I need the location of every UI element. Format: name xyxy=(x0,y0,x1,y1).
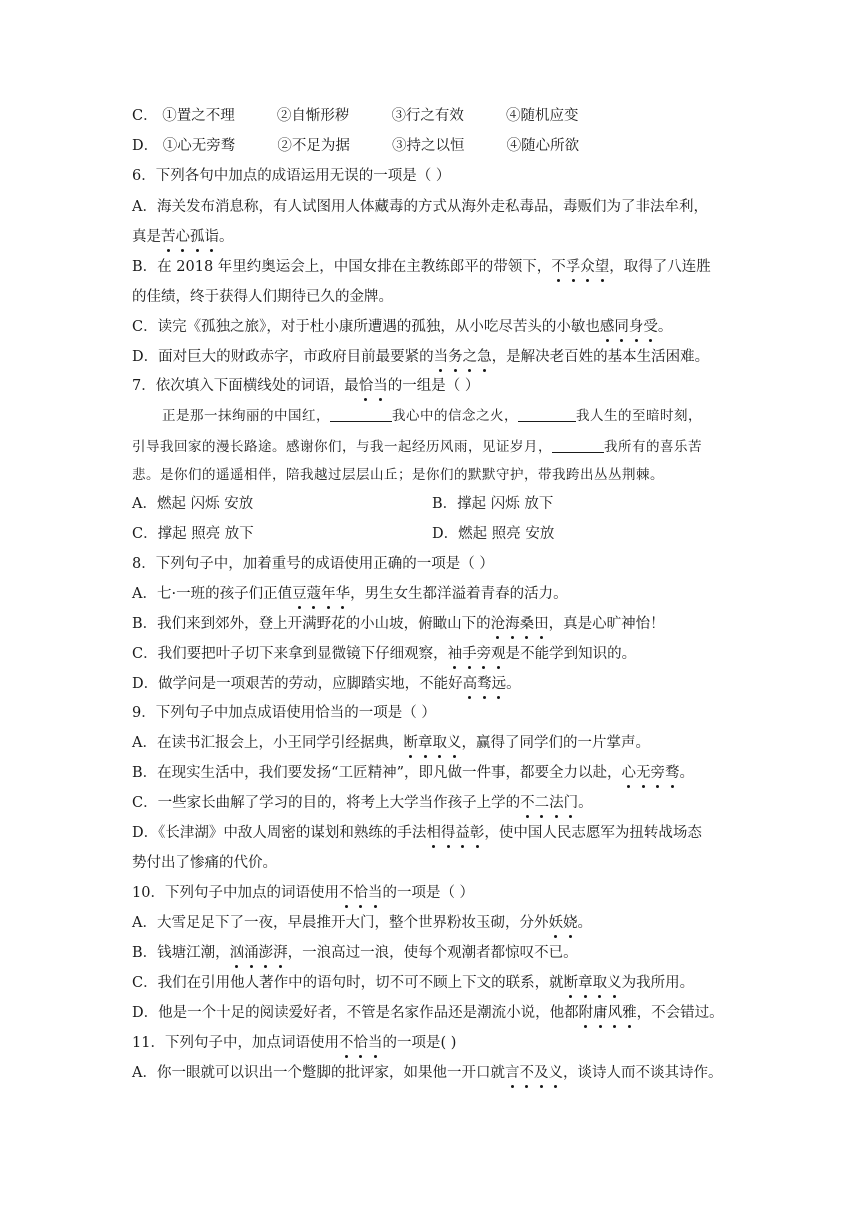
text: C．一些家长曲解了学习的目的，将考上大学当作孩子上学的 xyxy=(132,795,521,811)
emphasis-char: 豆 xyxy=(292,586,307,602)
emphasis-char: 手 xyxy=(462,646,477,662)
dotted-idiom xyxy=(292,586,350,602)
emphasis-char: 彰 xyxy=(469,825,485,841)
text: ，谈诗人而不谈其诗作。 xyxy=(562,1065,723,1081)
emphasis-char: 不 xyxy=(338,885,354,901)
emphasis-char: 澎 xyxy=(258,945,274,961)
emphasis-char: 风 xyxy=(607,1005,623,1021)
question-10-option-c xyxy=(132,973,760,993)
emphasis-char: 之 xyxy=(462,349,478,365)
dotted-idiom xyxy=(491,616,549,632)
emphasis-char: 得 xyxy=(440,825,456,841)
text: B．钱塘江潮， xyxy=(132,945,230,961)
text: ，一浪高过一浪，使每个观潮者都惊叹不已。 xyxy=(287,945,578,961)
emphasis-char: 恰 xyxy=(353,885,368,901)
emphasis-char: 附 xyxy=(578,1005,594,1021)
text: C．我们在引用他人著作中的语句时，切不可不顾上下文的联系，就 xyxy=(132,975,564,991)
option-item: ②不足为据 xyxy=(277,138,350,154)
dotted-idiom xyxy=(505,1065,563,1081)
text: ，不会错过。 xyxy=(636,1005,724,1021)
emphasis-char: 袖 xyxy=(447,646,463,662)
dotted-idiom xyxy=(161,229,219,245)
text: D．面对巨大的财政赤字，市政府目前最要紧的 xyxy=(132,349,434,365)
question-6-option-a-line1: A．海关发布消息称，有人试图用人体藏毒的方式从海外走私毒品，毒贩们为了非法牟利， xyxy=(132,199,708,215)
emphasis-char: 蔻 xyxy=(306,586,322,602)
question-8-option-a xyxy=(132,584,760,604)
emphasis-char: 沧 xyxy=(490,616,506,632)
text: A．大雪足足下了一夜，早晨推开大门，整个世界粉妆玉砌，分外 xyxy=(132,915,549,931)
text: 。 xyxy=(577,915,592,931)
emphasis-char: 益 xyxy=(455,825,470,841)
question-7-options-cd xyxy=(132,524,760,544)
dotted-idiom xyxy=(434,349,492,365)
option-b: B．撑起 闪烁 放下 xyxy=(432,496,554,512)
emphasis-char: 心 xyxy=(621,765,636,781)
text: 11．下列句子中，加点词语使用 xyxy=(132,1035,339,1051)
emphasis-char: 观 xyxy=(491,646,506,662)
text: B．在 2018 年里约奥运会上，中国女排在主教练郎平的带领下， xyxy=(132,259,552,275)
dotted-word xyxy=(339,1035,383,1051)
fill-blank xyxy=(552,438,604,453)
question-9-stem: 9．下列句子中加点成语使用恰当的一项是（ ） xyxy=(132,705,436,721)
text: 10．下列句子中加点的词语使用 xyxy=(132,885,339,901)
emphasis-char: 取 xyxy=(592,975,608,991)
option-item: ③行之有效 xyxy=(391,108,464,124)
option-letter: D． xyxy=(132,138,159,154)
prev-option-c xyxy=(132,106,760,126)
question-6-option-b-line1 xyxy=(132,257,760,277)
text: 7．依次填入下面横线处的词语，最 xyxy=(132,378,359,394)
question-8-option-b xyxy=(132,614,760,634)
question-8-stem: 8．下列句子中，加着重号的成语使用正确的一项是（ ） xyxy=(132,556,494,572)
question-10-option-b xyxy=(132,943,760,963)
question-6-option-a-line2 xyxy=(132,227,760,247)
emphasis-char: 言 xyxy=(504,1065,520,1081)
text: ，取得了八连胜 xyxy=(609,259,711,275)
text: 的一项是（ ） xyxy=(382,885,475,901)
text: 的一组是（ ） xyxy=(387,378,480,394)
dotted-idiom xyxy=(600,319,658,335)
question-11-stem xyxy=(132,1033,760,1053)
text: ，真是心旷神怡！ xyxy=(548,616,665,632)
question-11-option-a xyxy=(132,1063,760,1083)
text: 是不能学到知识的。 xyxy=(505,646,637,662)
text: 。 xyxy=(578,795,593,811)
emphasis-char: 及 xyxy=(533,1065,549,1081)
emphasis-char: 高 xyxy=(462,676,478,692)
emphasis-char: 望 xyxy=(594,259,610,275)
emphasis-char: 不 xyxy=(338,1035,354,1051)
dotted-idiom xyxy=(579,1005,637,1021)
option-letter: C． xyxy=(132,108,158,124)
question-9-option-d-line2: 势付出了惨痛的代价。 xyxy=(132,855,277,871)
emphasis-char: 骛 xyxy=(664,765,680,781)
question-9-option-d-line1 xyxy=(132,823,760,843)
dotted-idiom xyxy=(463,676,507,692)
emphasis-char: 恰 xyxy=(353,1035,368,1051)
question-6-option-b-line2: 的佳绩，终于获得人们期待已久的金牌。 xyxy=(132,289,393,305)
dotted-idiom xyxy=(448,646,506,662)
emphasis-char: 华 xyxy=(335,586,351,602)
emphasis-char: 涌 xyxy=(244,945,259,961)
option-item: ④随心所欲 xyxy=(506,138,580,154)
emphasis-char: 当 xyxy=(367,1035,383,1051)
emphasis-char: 海 xyxy=(505,616,520,632)
text: A．在读书汇报会上，小王同学引经据典， xyxy=(132,735,404,751)
dotted-idiom xyxy=(564,975,622,991)
emphasis-char: 身 xyxy=(628,319,644,335)
question-7-passage-line3: 悲。是你们的遥遥相伴，陪我越过层层山丘；是你们的默默守护，带我跨出丛丛荆棘。 xyxy=(132,467,664,483)
question-6-stem: 6．下列各句中加点的成语运用无误的一项是（ ） xyxy=(132,168,451,184)
option-item: ②自惭形秽 xyxy=(276,108,350,124)
option-item: ①心无旁骛 xyxy=(162,138,236,154)
option-d: D．燃起 照亮 安放 xyxy=(432,526,555,542)
question-7-passage-line1 xyxy=(162,406,760,426)
emphasis-char: 孤 xyxy=(190,229,205,245)
dotted-idiom xyxy=(551,259,609,275)
emphasis-char: 章 xyxy=(417,735,433,751)
text: 。 xyxy=(506,676,521,692)
emphasis-char: 不 xyxy=(520,795,535,811)
emphasis-char: 义 xyxy=(607,975,622,991)
question-7-stem xyxy=(132,376,760,396)
emphasis-char: 心 xyxy=(175,229,190,245)
question-9-option-c xyxy=(132,793,760,813)
emphasis-char: 苦 xyxy=(161,229,176,245)
text: B．我们来到郊外，登上开满野花的小山坡，俯瞰山下的 xyxy=(132,616,491,632)
emphasis-char: 急 xyxy=(477,349,492,365)
text: A．七·一班的孩子们正值 xyxy=(132,586,293,602)
emphasis-char: 感 xyxy=(599,319,615,335)
emphasis-char: 桑 xyxy=(519,616,535,632)
text: 为我所用。 xyxy=(621,975,695,991)
fill-blank xyxy=(330,407,392,422)
dotted-word xyxy=(359,378,388,394)
text: A．你一眼就可以识出一个蹩脚的批评家，如果他一开口就 xyxy=(132,1065,505,1081)
emphasis-char: 远 xyxy=(491,676,507,692)
emphasis-char: 娆 xyxy=(562,915,578,931)
emphasis-char: 当 xyxy=(373,378,388,394)
question-10-stem xyxy=(132,883,760,903)
emphasis-char: 妖 xyxy=(548,915,563,931)
text: 真是 xyxy=(132,229,161,245)
question-6-option-c xyxy=(132,317,760,337)
fill-blank xyxy=(518,407,576,422)
emphasis-char: 雅 xyxy=(622,1005,637,1021)
emphasis-char: 取 xyxy=(432,735,447,751)
question-8-option-c xyxy=(132,644,760,664)
question-7-passage-line2 xyxy=(132,437,760,457)
text: 引导我回家的漫长路途。感谢你们，与我一起经历风雨，见证岁月， xyxy=(132,439,552,455)
emphasis-char: 年 xyxy=(321,586,336,602)
text: B．在现实生活中，我们要发扬“工匠精神”，即凡做一件事，都要全力以赴， xyxy=(132,765,622,781)
option-item: ④随机应变 xyxy=(506,108,579,124)
text: ，使中国人民志愿军为扭转战场态 xyxy=(484,825,702,841)
emphasis-char: 同 xyxy=(614,319,629,335)
emphasis-char: 孚 xyxy=(565,259,581,275)
emphasis-char: 田 xyxy=(534,616,549,632)
emphasis-char: 相 xyxy=(426,825,441,841)
text: 我人生的至暗时刻， xyxy=(576,408,702,424)
emphasis-char: 二 xyxy=(534,795,550,811)
question-7-options-ab xyxy=(132,494,760,514)
dotted-idiom xyxy=(230,945,288,961)
dotted-idiom xyxy=(403,735,461,751)
text: D．他是一个十足的阅读爱好者，不管是名家作品还是潮流小说，他都 xyxy=(132,1005,579,1021)
emphasis-char: 务 xyxy=(448,349,463,365)
emphasis-char: 旁 xyxy=(476,646,492,662)
text: D．《长津湖》中敌人周密的谋划和熟练的手法 xyxy=(132,825,427,841)
question-8-option-d xyxy=(132,674,760,694)
emphasis-char: 义 xyxy=(548,1065,563,1081)
text: 我心中的信念之火， xyxy=(392,408,518,424)
text: 正是那一抹绚丽的中国红， xyxy=(162,408,330,424)
emphasis-char: 断 xyxy=(563,975,579,991)
question-10-option-a xyxy=(132,913,760,933)
text: C．读完《孤独之旅》，对于杜小康所遭遇的孤独，从小吃尽苦头的小敏也 xyxy=(132,319,600,335)
emphasis-char: 诣 xyxy=(204,229,219,245)
emphasis-char: 章 xyxy=(578,975,593,991)
text: 的一项是( ) xyxy=(382,1035,457,1051)
question-6-option-d xyxy=(132,347,760,367)
emphasis-char: 无 xyxy=(635,765,651,781)
emphasis-char: 当 xyxy=(367,885,383,901)
text: C．我们要把叶子切下来拿到显微镜下仔细观察， xyxy=(132,646,448,662)
emphasis-char: 不 xyxy=(519,1065,534,1081)
emphasis-char: 汹 xyxy=(229,945,245,961)
option-item: ③持之以恒 xyxy=(391,138,465,154)
emphasis-char: 断 xyxy=(403,735,418,751)
emphasis-char: 法 xyxy=(549,795,564,811)
emphasis-char: 义 xyxy=(446,735,462,751)
emphasis-char: 恰 xyxy=(358,378,374,394)
dotted-idiom xyxy=(520,795,578,811)
emphasis-char: 骛 xyxy=(477,676,492,692)
option-c: C．撑起 照亮 放下 xyxy=(132,526,254,542)
prev-option-d xyxy=(132,136,760,156)
option-item: ①置之不理 xyxy=(162,108,235,124)
text: 。 xyxy=(679,765,694,781)
emphasis-char: 众 xyxy=(580,259,595,275)
emphasis-char: 当 xyxy=(433,349,449,365)
emphasis-char: 不 xyxy=(551,259,566,275)
question-9-option-b xyxy=(132,763,760,783)
text: 。 xyxy=(657,319,673,335)
question-9-option-a xyxy=(132,733,760,753)
dotted-idiom xyxy=(621,765,679,781)
text: ，赢得了同学们的一片掌声。 xyxy=(461,735,650,751)
option-a: A．燃起 闪烁 安放 xyxy=(132,496,254,512)
emphasis-char: 旁 xyxy=(650,765,665,781)
text: 我所有的喜乐苦 xyxy=(604,439,702,455)
emphasis-char: 门 xyxy=(563,795,579,811)
text: D．做学问是一项艰苦的劳动，应脚踏实地，不能好 xyxy=(132,676,463,692)
dotted-idiom xyxy=(426,825,484,841)
dotted-word xyxy=(548,915,577,931)
question-10-option-d xyxy=(132,1003,760,1023)
emphasis-char: 庸 xyxy=(593,1005,608,1021)
text: 。 xyxy=(219,229,234,245)
emphasis-char: 受 xyxy=(643,319,658,335)
text: ，是解决老百姓的基本生活困难。 xyxy=(491,349,710,365)
dotted-word xyxy=(339,885,383,901)
text: ，男生女生都洋溢着青春的活力。 xyxy=(350,586,568,602)
emphasis-char: 湃 xyxy=(273,945,288,961)
